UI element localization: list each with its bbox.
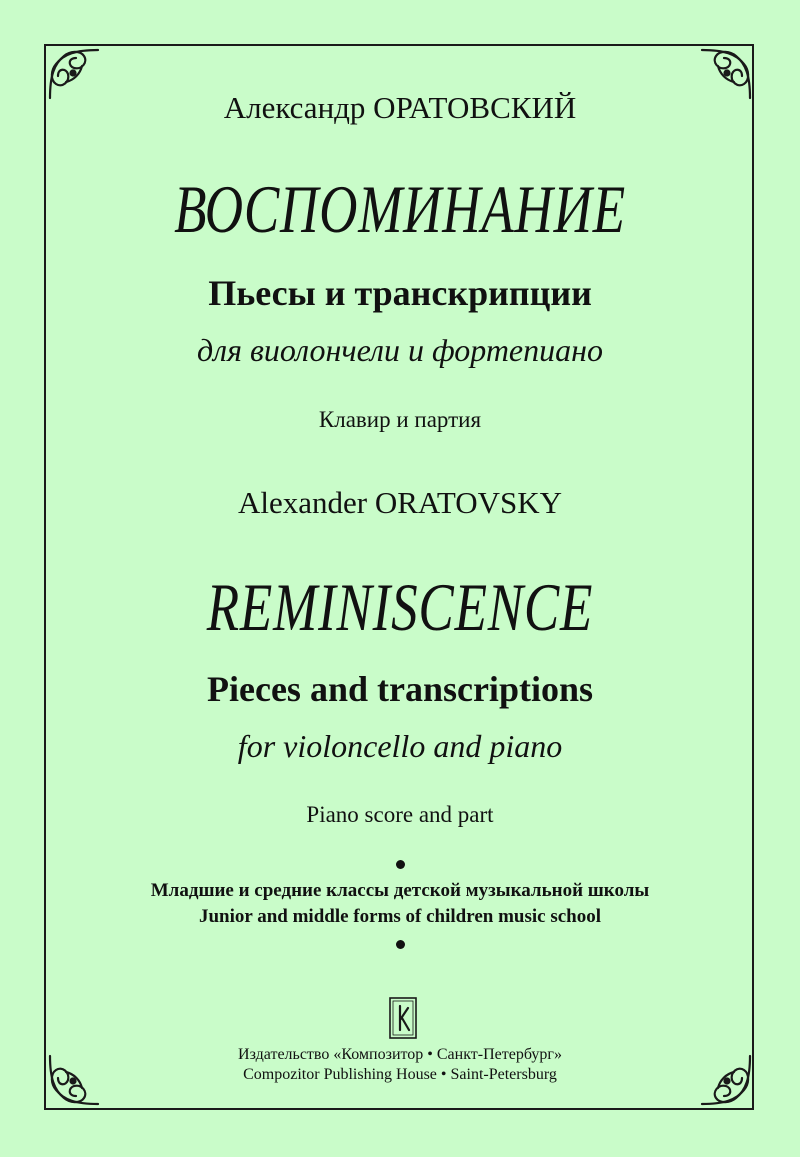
subtitle-en: Pieces and transcriptions — [207, 669, 593, 709]
bullet-separator — [396, 860, 405, 869]
publisher-ru: Издательство «Композитор • Санкт-Петербург» — [238, 1046, 562, 1063]
bullet-separator — [396, 940, 405, 949]
score-type-en: Piano score and part — [306, 802, 494, 827]
level-en: Junior and middle forms of children music school — [198, 906, 602, 927]
instrumentation-en: for violoncello and piano — [237, 728, 563, 764]
publisher-en: Compozitor Publishing House • Saint-Petersburg — [243, 1066, 557, 1083]
title-ru: ВОСПОМИНАНИЕ — [174, 171, 626, 247]
instrumentation-ru: для виолончели и фортепиано — [196, 332, 603, 368]
level-ru: Младшие и средние классы детской музыкальной школы — [150, 880, 650, 901]
author-name-en: Alexander ORATOVSKY — [237, 485, 563, 520]
author-name-ru: Александр ОРАТОВСКИЙ — [223, 90, 577, 125]
title-en: REMINISCENCE — [206, 569, 594, 645]
publisher-k-logo-icon — [388, 996, 418, 1040]
score-type-ru: Клавир и партия — [318, 407, 482, 432]
subtitle-ru: Пьесы и транскрипции — [208, 273, 592, 313]
